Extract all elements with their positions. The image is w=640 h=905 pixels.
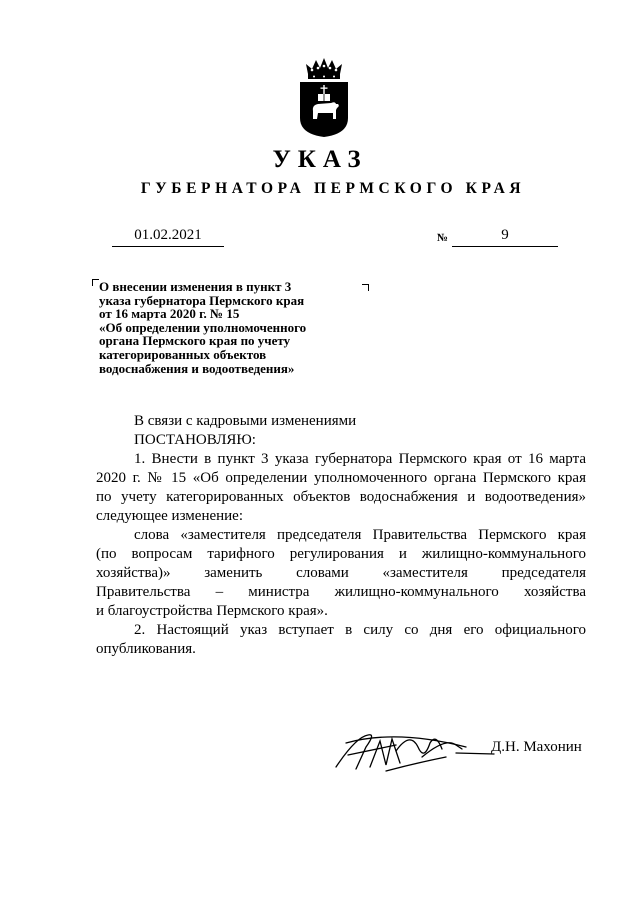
heading-line: «Об определении уполномоченного — [99, 319, 307, 335]
body-line: слова «заместителя председателя Правительства Пермского края — [134, 527, 586, 543]
number-label: № — [437, 232, 449, 244]
heading-line: от 16 марта 2020 г. № 15 — [99, 306, 240, 322]
body-line: следующее изменение: — [96, 508, 244, 524]
body-line: хозяйства)» заменить словами «заместителя председателя — [96, 565, 586, 581]
body-line: опубликования. — [96, 641, 196, 657]
body-line: 2020 г. № 15 «Об определении уполномоченного органа Пермского края — [96, 470, 586, 486]
decree-number: 9 — [452, 227, 558, 247]
decree-date: 01.02.2021 — [112, 227, 224, 247]
body-line: 1. Внести в пункт 3 указа губернатора Пермского края от 16 марта — [134, 451, 586, 467]
body-line: по учету категорированных объектов водоснабжения и водоотведения» — [96, 489, 586, 505]
document-subtitle: ГУБЕРНАТОРА ПЕРМСКОГО КРАЯ — [140, 180, 526, 197]
handwritten-signature — [326, 727, 496, 777]
signer-name: Д.Н. Махонин — [491, 739, 582, 755]
body-line: 2. Настоящий указ вступает в силу со дня его официального — [134, 622, 586, 638]
heading-line: водоснабжения и водоотведения» — [99, 360, 295, 376]
document-title: УКАЗ — [272, 146, 368, 173]
body-line: Правительства – министра жилищно-коммунального хозяйства — [96, 584, 586, 600]
body-line-decree: ПОСТАНОВЛЯЮ: — [134, 432, 256, 448]
heading-line: категорированных объектов — [99, 346, 267, 362]
heading-line: указа губернатора Пермского края — [99, 292, 305, 308]
body-line-preamble: В связи с кадровыми изменениями — [134, 413, 357, 429]
heading-line: О внесении изменения в пункт 3 — [99, 279, 292, 294]
heading-line: органа Пермского края по учету — [99, 333, 291, 349]
body-line: и благоустройства Пермского края». — [96, 603, 328, 619]
decree-body — [96, 412, 586, 659]
heading-corner-mark-left — [92, 279, 99, 286]
body-line: (по вопросам тарифного регулирования и жилищно-коммунального — [96, 546, 586, 562]
decree-heading — [99, 280, 369, 375]
coat-of-arms-emblem — [298, 56, 350, 138]
